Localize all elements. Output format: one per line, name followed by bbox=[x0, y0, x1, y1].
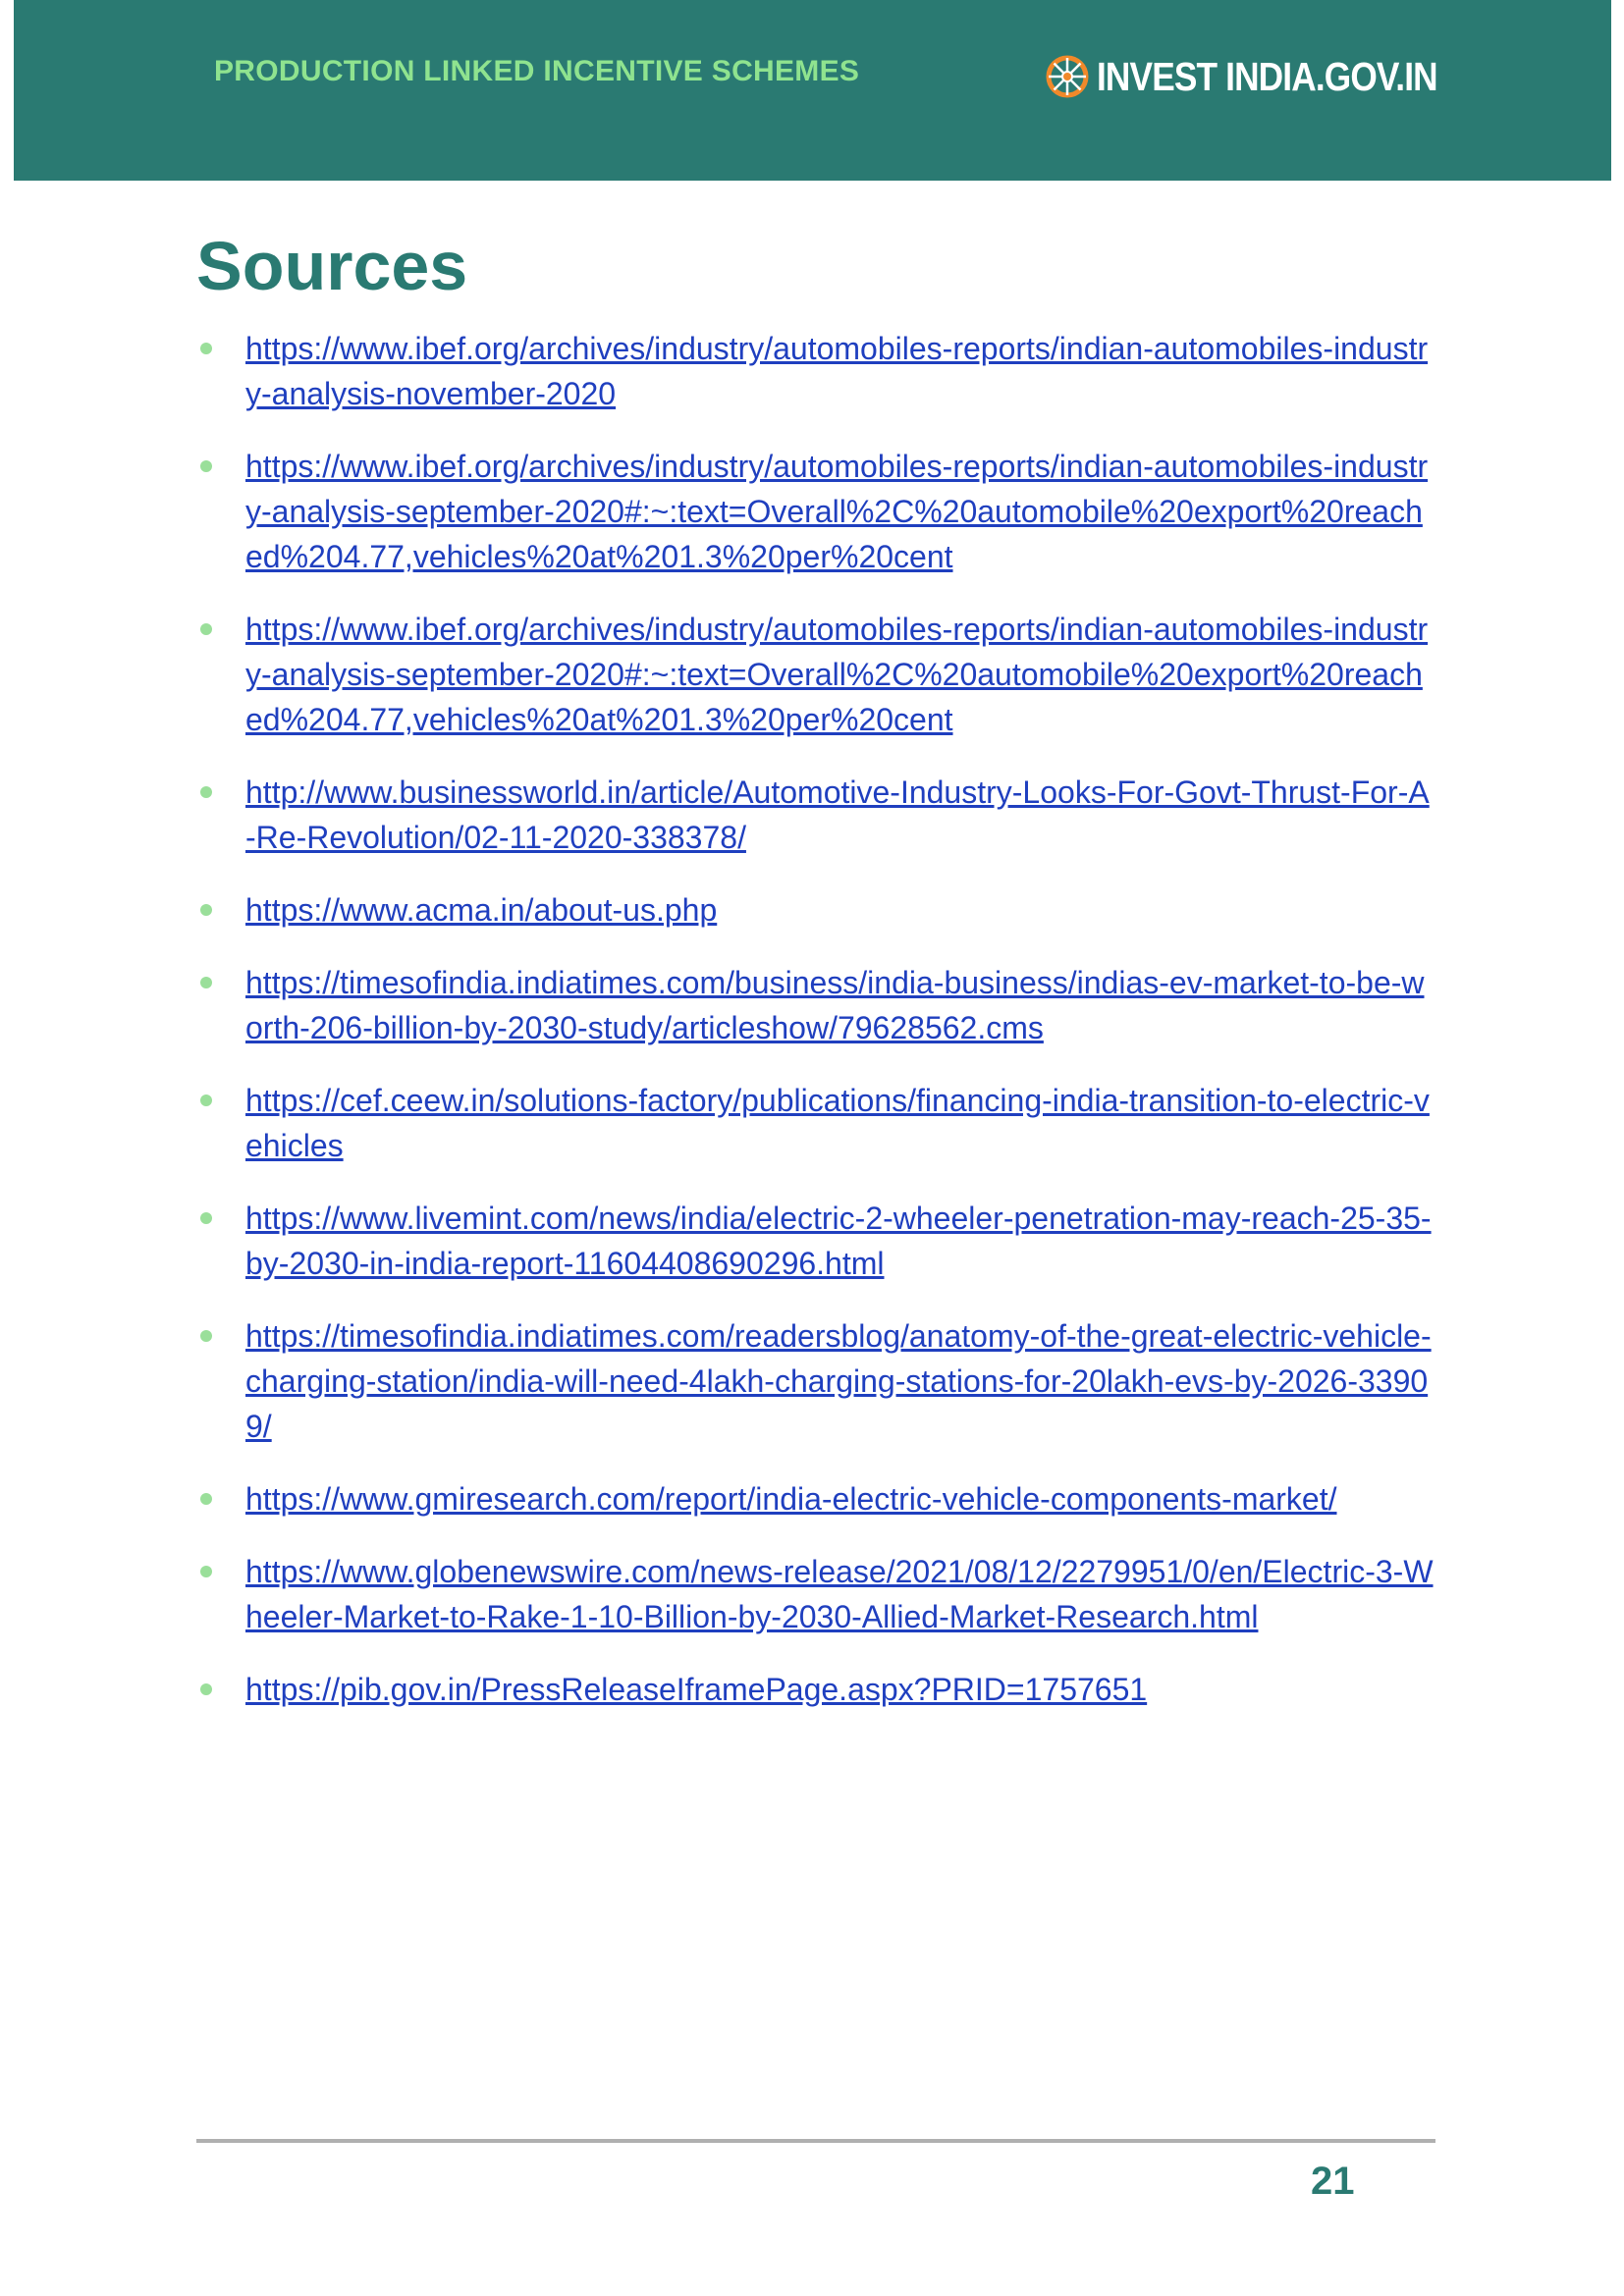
source-item bbox=[200, 1476, 1437, 1522]
source-item bbox=[200, 444, 1437, 579]
source-item bbox=[200, 1196, 1437, 1286]
source-link[interactable]: https://www.gmiresearch.com/report/india-electric-vehicle-components-market/ bbox=[245, 1481, 1337, 1517]
source-item bbox=[200, 960, 1437, 1050]
brand bbox=[1046, 51, 1492, 102]
sources-list bbox=[200, 326, 1437, 1739]
source-link[interactable]: https://www.ibef.org/archives/industry/automobiles-reports/indian-automobiles-industry-analysis-september-2020#:~:text=Overall%2C%20automobile%20export%20reached%204.77,vehicles%20at%201.3%20per%20cent bbox=[245, 612, 1429, 737]
source-link[interactable]: https://timesofindia.indiatimes.com/business/india-business/indias-ev-market-to-be-worth-206-billion-by-2030-study/articleshow/79628562.cms bbox=[245, 965, 1425, 1045]
source-link[interactable]: https://www.livemint.com/news/india/electric-2-wheeler-penetration-may-reach-25-35-by-2030-in-india-report-11604408690296.html bbox=[245, 1201, 1432, 1281]
source-link[interactable]: https://www.globenewswire.com/news-release/2021/08/12/2279951/0/en/Electric-3-Wheeler-Market-to-Rake-1-10-Billion-by-2030-Allied-Market-Research.html bbox=[245, 1554, 1434, 1634]
source-item bbox=[200, 770, 1437, 860]
source-item bbox=[200, 1667, 1437, 1712]
source-link[interactable]: https://www.acma.in/about-us.php bbox=[245, 892, 718, 928]
source-item bbox=[200, 1313, 1437, 1449]
source-link[interactable]: https://cef.ceew.in/solutions-factory/publications/financing-india-transition-to-electric-vehicles bbox=[245, 1083, 1430, 1163]
bullet-icon bbox=[200, 343, 212, 354]
header-title: PRODUCTION LINKED INCENTIVE SCHEMES bbox=[214, 55, 860, 87]
source-item bbox=[200, 1549, 1437, 1639]
bullet-icon bbox=[200, 623, 212, 635]
page-header bbox=[14, 0, 1611, 181]
source-item bbox=[200, 887, 1437, 933]
bullet-icon bbox=[200, 1683, 212, 1695]
source-link[interactable]: http://www.businessworld.in/article/Automotive-Industry-Looks-For-Govt-Thrust-For-A-Re-Revolution/02-11-2020-338378/ bbox=[245, 774, 1430, 855]
bullet-icon bbox=[200, 1493, 212, 1505]
footer-divider bbox=[196, 2139, 1435, 2143]
source-link[interactable]: https://www.ibef.org/archives/industry/automobiles-reports/indian-automobiles-industry-analysis-november-2020 bbox=[245, 331, 1429, 411]
bullet-icon bbox=[200, 786, 212, 798]
page-title: Sources bbox=[196, 228, 468, 304]
wheel-logo-icon bbox=[1046, 55, 1089, 98]
bullet-icon bbox=[200, 1212, 212, 1224]
bullet-icon bbox=[200, 460, 212, 472]
brand-name: INVEST INDIA.GOV.IN bbox=[1097, 53, 1437, 99]
source-item bbox=[200, 1078, 1437, 1168]
source-link[interactable]: https://pib.gov.in/PressReleaseIframePage.aspx?PRID=1757651 bbox=[245, 1672, 1148, 1707]
page-number: 21 bbox=[1311, 2160, 1355, 2203]
source-link[interactable]: https://timesofindia.indiatimes.com/readersblog/anatomy-of-the-great-electric-vehicle-charging-station/india-will-need-4lakh-charging-stations-for-20lakh-evs-by-2026-33909/ bbox=[245, 1318, 1432, 1444]
source-link[interactable]: https://www.ibef.org/archives/industry/automobiles-reports/indian-automobiles-industry-analysis-september-2020#:~:text=Overall%2C%20automobile%20export%20reached%204.77,vehicles%20at%201.3%20per%20cent bbox=[245, 449, 1429, 574]
source-item bbox=[200, 607, 1437, 742]
bullet-icon bbox=[200, 1566, 212, 1577]
bullet-icon bbox=[200, 1095, 212, 1106]
bullet-icon bbox=[200, 1330, 212, 1342]
bullet-icon bbox=[200, 977, 212, 988]
bullet-icon bbox=[200, 904, 212, 916]
source-item bbox=[200, 326, 1437, 416]
